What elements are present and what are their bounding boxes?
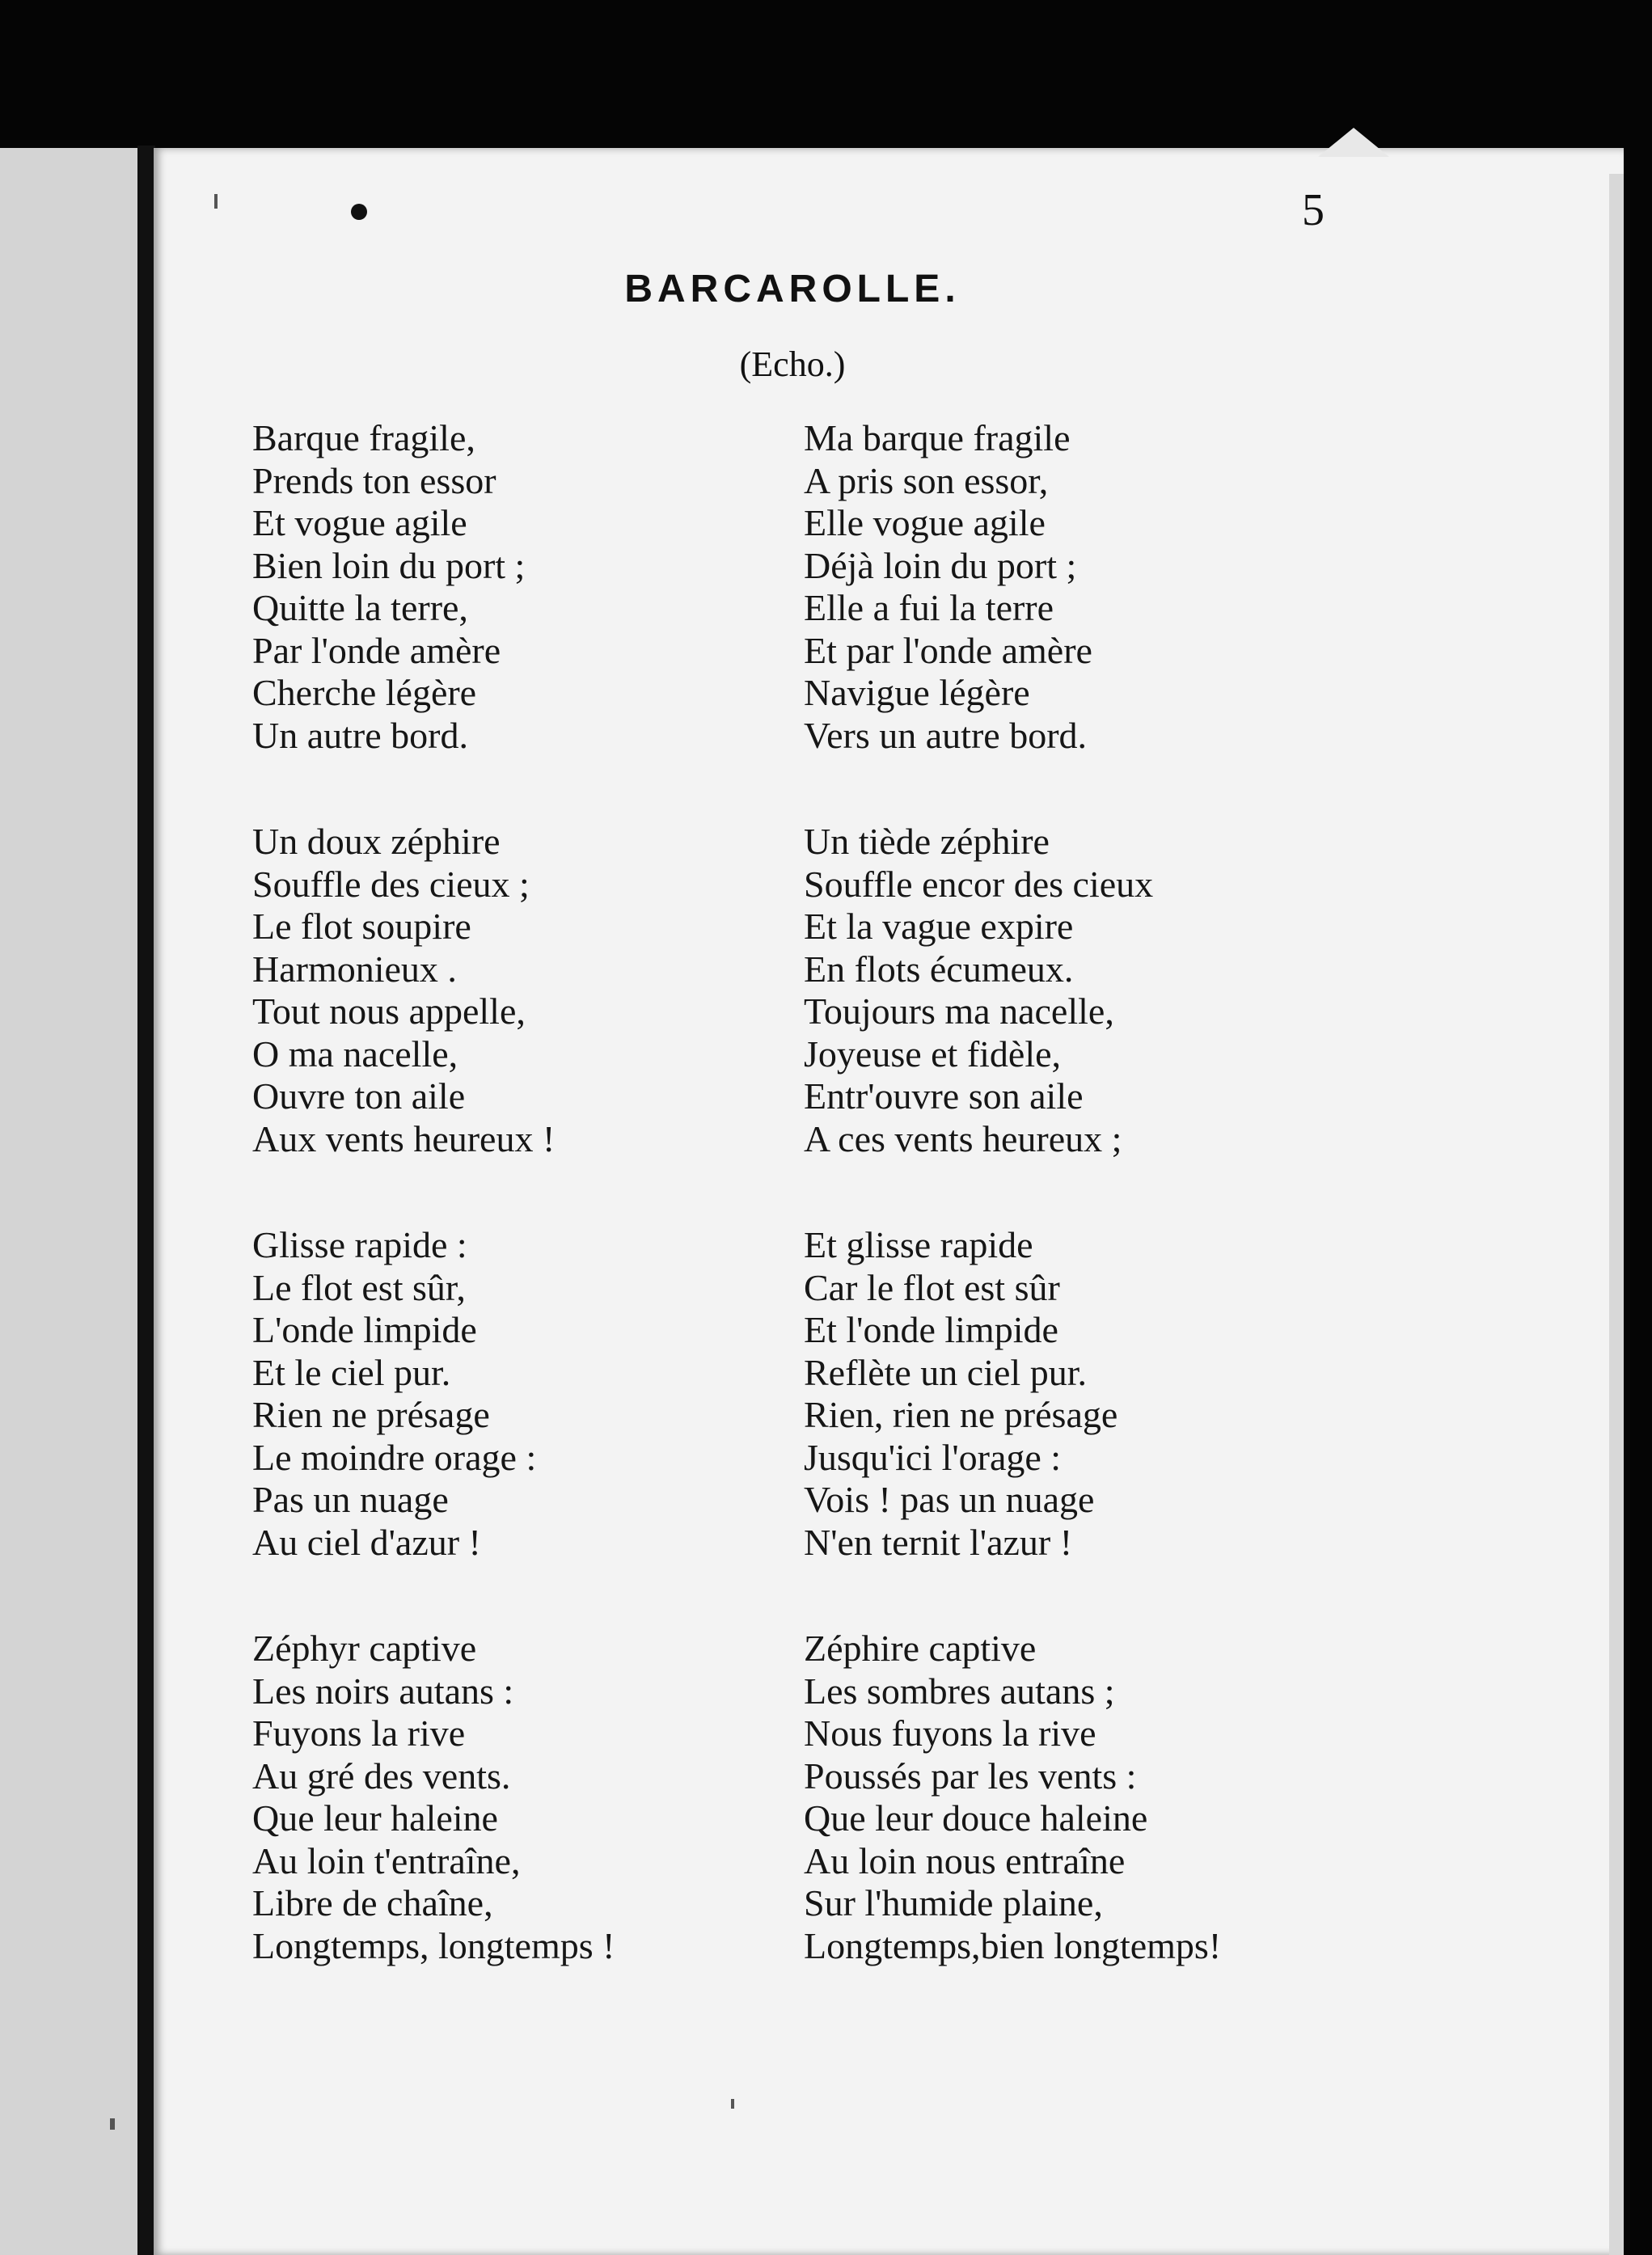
verse-line: A pris son essor, (804, 459, 1049, 501)
page-number: 5 (1302, 185, 1325, 235)
verse-line: Reflète un ciel pur. (804, 1351, 1087, 1393)
verse-line: O ma nacelle, (252, 1032, 458, 1075)
verse-line: Aux vents heureux ! (252, 1117, 556, 1159)
verse-line: Car le flot est sûr (804, 1266, 1060, 1308)
bullet-mark (351, 204, 367, 220)
verse-line: Quitte la terre, (252, 587, 468, 628)
verse-line: Le flot est sûr, (252, 1266, 466, 1308)
verse-line: Un doux zéphire (252, 821, 501, 862)
verse-line: Barque fragile, (252, 417, 475, 458)
verse-line: Et glisse rapide (804, 1224, 1033, 1265)
verse-line: Elle a fui la terre (804, 587, 1054, 628)
stanza (252, 1628, 867, 1967)
verse-line: Au gré des vents. (252, 1755, 511, 1797)
verse-line: Navigue légère (804, 672, 1030, 713)
verse-line: En flots écumeux. (804, 948, 1074, 990)
stanza (252, 1224, 867, 1564)
verse-line: Un tiède zéphire (804, 821, 1050, 862)
verse-line: Glisse rapide : (252, 1224, 467, 1265)
verse-line: L'onde limpide (252, 1309, 477, 1350)
verse-line: Les noirs autans : (252, 1670, 514, 1712)
verse-line: Zéphire captive (804, 1628, 1037, 1669)
stanza (804, 417, 1418, 757)
verse-line: Jusqu'ici l'orage : (804, 1436, 1062, 1478)
verse-line: A ces vents heureux ; (804, 1117, 1122, 1159)
verse-line: Et l'onde limpide (804, 1309, 1058, 1350)
verse-line: Ouvre ton aile (252, 1075, 466, 1117)
ink-speck (110, 2118, 115, 2130)
verse-line: Par l'onde amère (252, 629, 501, 671)
right-column (804, 417, 1418, 1967)
verse-line: Rien ne présage (252, 1394, 490, 1435)
verse-line: Souffle des cieux ; (252, 863, 530, 905)
verse-line: Elle vogue agile (804, 502, 1046, 543)
verse-line: Pas un nuage (252, 1479, 449, 1520)
verse-line: N'en ternit l'azur ! (804, 1521, 1073, 1563)
verse-line: Les sombres autans ; (804, 1670, 1115, 1712)
verse-line: Cherche légère (252, 672, 477, 713)
verse-line: Un autre bord. (252, 714, 468, 756)
verse-line: Libre de chaîne, (252, 1882, 493, 1924)
verse-line: Longtemps, longtemps ! (252, 1924, 615, 1966)
stanza (804, 1628, 1418, 1967)
verse-line: Ma barque fragile (804, 417, 1071, 458)
previous-page-edge (0, 148, 144, 2255)
verse-line: Que leur haleine (252, 1797, 498, 1839)
verse-line: Au loin nous entraîne (804, 1839, 1126, 1881)
verse-line: Zéphyr captive (252, 1628, 477, 1669)
poem-subtitle: (Echo.) (739, 344, 846, 384)
verse-line: Joyeuse et fidèle, (804, 1032, 1062, 1075)
folded-corner (1318, 128, 1389, 157)
stanza (804, 1224, 1418, 1564)
verse-line: Au ciel d'azur ! (252, 1521, 481, 1563)
poem-title: BARCAROLLE. (624, 268, 961, 310)
verse-line: Entr'ouvre son aile (804, 1075, 1084, 1117)
verse-line: Prends ton essor (252, 459, 496, 501)
verse-line: Longtemps,bien longtemps! (804, 1924, 1222, 1966)
verse-line: Et par l'onde amère (804, 629, 1092, 671)
verse-line: Vers un autre bord. (804, 714, 1088, 756)
verse-line: Et la vague expire (804, 906, 1074, 947)
verse-line: Fuyons la rive (252, 1712, 466, 1754)
verse-line: Toujours ma nacelle, (804, 990, 1114, 1032)
verse-line: Bien loin du port ; (252, 544, 526, 586)
verse-line: Harmonieux . (252, 948, 457, 990)
ink-speck (214, 194, 218, 209)
verse-line: Que leur douce haleine (804, 1797, 1148, 1839)
ink-speck (731, 2099, 734, 2109)
book-spine (137, 146, 155, 2255)
page-right-edge (1609, 174, 1624, 2255)
stanza (252, 821, 867, 1160)
verse-line: Au loin t'entraîne, (252, 1839, 521, 1881)
verse-line: Déjà loin du port ; (804, 544, 1077, 586)
verse-line: Le flot soupire (252, 906, 471, 947)
verse-line: Nous fuyons la rive (804, 1712, 1096, 1754)
verse-line: Rien, rien ne présage (804, 1394, 1118, 1435)
stanza (252, 417, 867, 757)
verse-line: Tout nous appelle, (252, 990, 526, 1032)
verse-line: Souffle encor des cieux (804, 863, 1154, 905)
left-column (252, 417, 867, 1967)
stanza (804, 821, 1418, 1160)
verse-line: Sur l'humide plaine, (804, 1882, 1103, 1924)
verse-line: Vois ! pas un nuage (804, 1479, 1095, 1520)
verse-line: Et le ciel pur. (252, 1351, 451, 1393)
verse-line: Le moindre orage : (252, 1436, 537, 1478)
verse-line: Et vogue agile (252, 502, 467, 543)
verse-line: Poussés par les vents : (804, 1755, 1137, 1797)
